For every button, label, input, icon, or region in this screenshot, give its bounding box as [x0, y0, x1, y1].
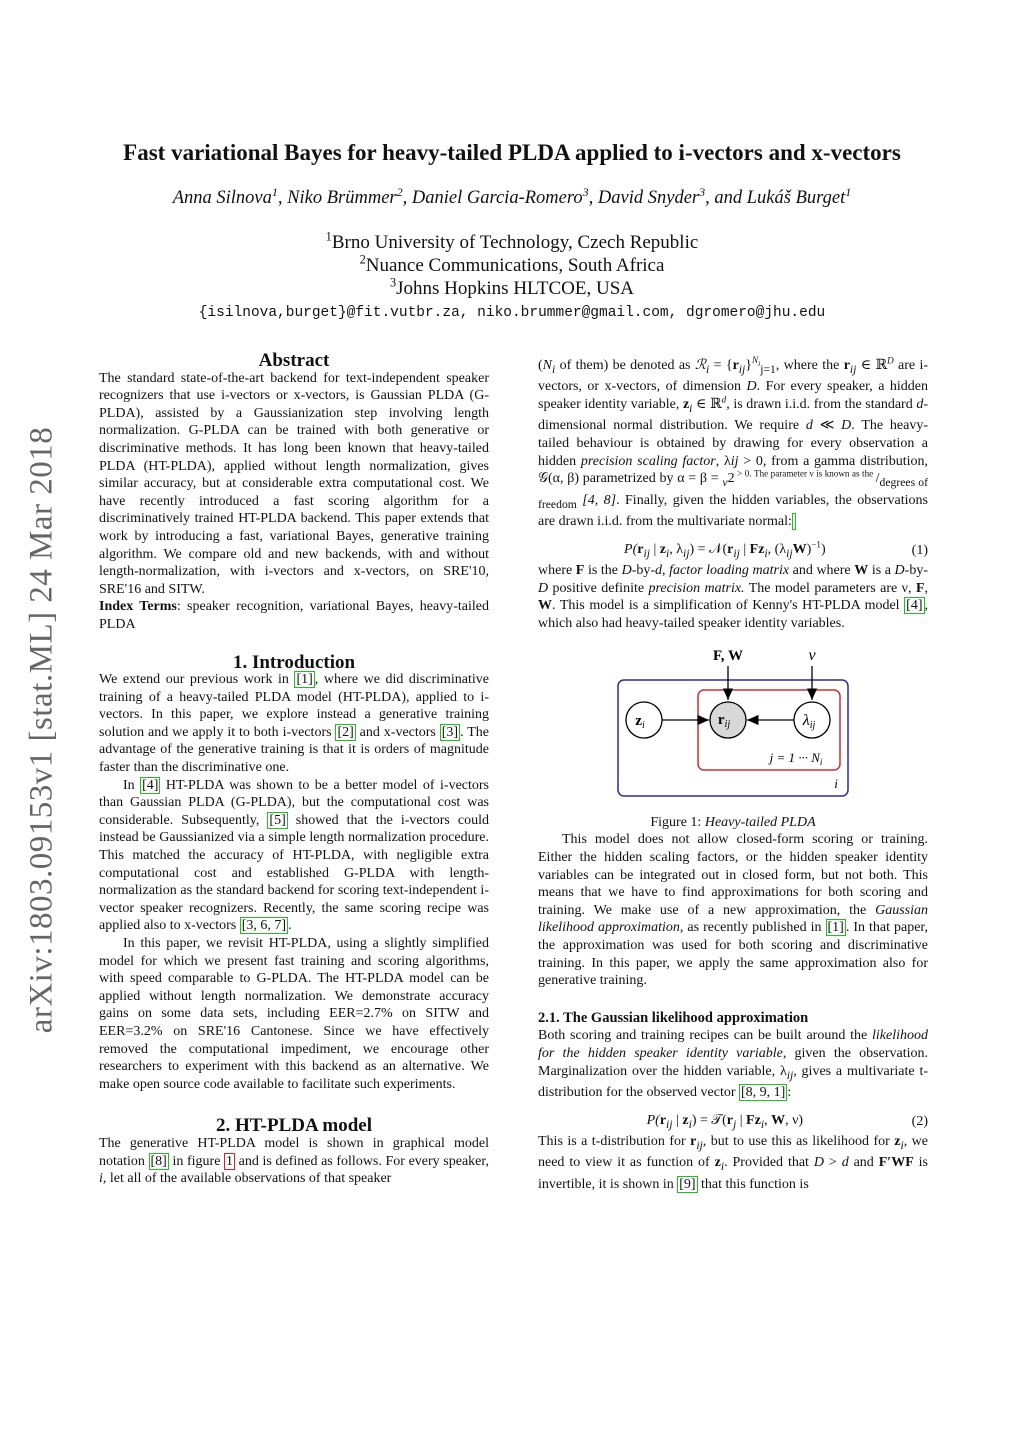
- equation-2-number: (2): [911, 1114, 928, 1130]
- intro-heading: 1. Introduction: [232, 651, 356, 673]
- affiliations: [70, 231, 954, 300]
- intro-paragraph-3: In this paper, we revisit HT-PLDA, using a slightly simplified model for which we present fast training and scoring algorithms, with speed comparable to G-PLDA. The HT-PLDA model can be applied without length normalization. We demonstrate accuracy gains on some data sets, including EER=2.7% on SITW and EER=3.2% on SRE'16 Cantonese. Since we have effectively removed the computational impediment, we encourage other researchers to experiment with this backend as an alternative. We make open source code available to facilitate such experiments.: [99, 936, 489, 1092]
- inner-plate-label: j = 1 ··· $N_i$: [769, 750, 823, 768]
- affiliation-3: $^3$Johns Hopkins HLTCOE, USA: [389, 275, 635, 299]
- figure-1-caption: Figure 1: Heavy-tailed PLDA: [650, 814, 816, 830]
- index-terms: Index Terms: speaker recognition, variational Bayes, heavy-tailed PLDA: [99, 599, 489, 632]
- label-fw: F, W: [712, 648, 744, 665]
- node-z-label: $z_i$: [635, 713, 645, 732]
- subsection-paragraph-2: This is a t-distribution for $r_{ij}$, but to use this as likelihood for $z_i$, we need to view it as function of $z_i$. Provided that D > d and F′WF is invertible, it is shown in [9] that this function is: [538, 1133, 929, 1192]
- author-emails: {isilnova,burget}@fit.vutbr.za, niko.brummer@gmail.com, dgromero@jhu.edu: [198, 305, 826, 321]
- figure-link[interactable]: 1: [226, 1153, 234, 1169]
- citation-link[interactable]: [3, 6, 7]: [241, 918, 287, 934]
- citation-link[interactable]: [8]: [150, 1153, 167, 1169]
- abstract-heading: Abstract: [258, 350, 330, 371]
- subsection-heading: 2.1. The Gaussian likelihood approximation: [538, 1009, 809, 1026]
- arxiv-id: arXiv:1803.09153v1 [stat.ML] 24 Mar 2018: [23, 426, 60, 1034]
- node-lambda-label: λij: [802, 712, 816, 732]
- affiliation-2: $^2$Nuance Communications, South Africa: [359, 252, 665, 276]
- model-paragraph-1: The generative HT-PLDA model is shown in graphical model notation [8] in figure 1 and is defined as follows. For every speaker, i, let all of the available observations of that speaker: [99, 1135, 489, 1187]
- intro-paragraph-2: In [4] HT-PLDA was shown to be a better model of i-vectors than Gaussian PLDA (G-PLDA), but the computational cost was considerable. Subsequently, [5] showed that the i-vectors could instead be Gaussianized via a simple length normalization procedure. This matched the accuracy of HT-PLDA, with negligible extra computational cost and established G-PLDA with length-normalization as the standard backend for scoring text-independent i-vector speaker recognizers. Recently, the same scoring recipe was applied also to x-vectors [3, 6, 7] .: [99, 777, 489, 934]
- citation-link[interactable]: [3]: [441, 724, 459, 740]
- citation-link[interactable]: [5]: [269, 812, 286, 828]
- right-column: [538, 357, 928, 1193]
- paper-title: Fast variational Bayes for heavy-tailed PLDA applied to i-vectors and x-vectors: [123, 140, 901, 165]
- abstract-text: The standard state-of-the-art backend for text-independent speaker recognizers that use i-vectors or x-vectors, is Gaussian PLDA (G-PLDA), assisted by a Gaussianization step involving length normalization. G-PLDA can be trained with both generative or discriminative methods. It has long been known that heavy-tailed PLDA (HT-PLDA), applied without length normalization, gives similar accuracy, but at considerable extra computational cost. We have recently introduced a fast scoring algorithm for a discriminatively trained HT-PLDA backend. This paper extends that work by introducing a fast, variational Bayes, generative training algorithm. We compare old and new backends, with and without length-normalization, with i-vectors and x-vectors, on SRE'10, SRE'16 and SITW.: [99, 370, 489, 597]
- equation-1-number: (1): [911, 543, 928, 559]
- affiliation-1: $^1$Brno University of Technology, Czech Republic: [325, 229, 699, 253]
- left-column: [99, 352, 489, 1188]
- node-r-label: $r_{ij}$: [717, 712, 731, 731]
- outer-plate-label: i: [834, 776, 838, 792]
- citation-link[interactable]: [1]: [296, 672, 313, 688]
- author-list: Anna Silnova$^1$, Niko Brümmer$^2$, Daniel Garcia-Romero$^3$, David Snyder$^3$, and Lukáš Burget$^1$: [172, 184, 852, 208]
- label-nu: ν: [808, 647, 816, 665]
- equation-2: $P(r_{ij}$ | $z_i$) = $𝒯(r_j$ | $Fz_i$, W, ν) (2): [646, 1112, 928, 1131]
- equation-1: $P(r_{ij}$ | $z_i$, $\lambda_{ij}$) = $𝒩(r_{ij}$ | $Fz_i$, $(\lambda_{ij}W)^{-1}$) (1): [624, 538, 928, 560]
- arxiv-stamp: [16, 380, 68, 1080]
- citation-link[interactable]: [792, 513, 796, 530]
- citation-link[interactable]: [1]: [827, 920, 844, 936]
- figure-1: [538, 642, 928, 831]
- citation-link[interactable]: [2]: [337, 724, 354, 740]
- intro-paragraph-1: We extend our previous work in [1] , where we did discriminative training of a heavy-tailed PLDA model (HT-PLDA), applied to i-vectors. In this paper, we explore instead a generative training solution and we apply it to both i-vectors [2] and x-vectors [3] . The advantage of the generative training is that it is orders of magnitude faster than the discriminative one.: [99, 672, 489, 776]
- citation-link[interactable]: [4]: [142, 777, 159, 793]
- citation-link[interactable]: [4]: [906, 598, 923, 614]
- citation-link[interactable]: [9]: [679, 1176, 696, 1192]
- model-heading: 2. HT-PLDA model: [215, 1115, 373, 1137]
- model-paragraph-4: This model does not allow closed-form scoring or training. Either the hidden scaling factors, or the hidden speaker identity variables can be integrated out in closed form, but not both. This means that we have to find approximations for both scoring and training. We make use of a new approximation, the Gaussian likelihood approximation, as recently published in [1] . In that paper, the approximation was used for both scoring and discriminative training. In this paper, we apply the same approximation also for generative training.: [538, 832, 929, 989]
- model-paragraph-2: ($N_i$ of them) be denoted as ℛ$_i$ = $\{r_{ij}\}^{N_i}_{j=1}$, where the $r_{ij}$ ∈ ℝ$^D$ are i-vectors, or x-vectors, of dimension D. For every speaker, a hidden speaker identity variable, $z_i$ ∈ ℝ$^d$, is drawn i.i.d. from the standard d-dimensional normal distribution. We require d ≪ D. The heavy-tailed behaviour is obtained by drawing for every observation a hidden precision scaling factor, λij > 0, from a gamma distribution, 𝒢(α, β) parametrized by α = β = $_\nu$2 $^{> 0. The parameter \nu is known as the}$ $/_{degrees of freedom}$ [4, 8]. Finally, given the hidden variables, the observations are drawn i.i.d. from the multivariate normal:: [538, 355, 929, 529]
- citation-link[interactable]: [8, 9, 1]: [741, 1085, 786, 1100]
- graphical-model-diagram: [538, 642, 928, 802]
- model-paragraph-3: where F is the D-by-d, factor loading matrix and where W is a D-by-D positive definite precision matrix. The model parameters are ν, F, W. This model is a simplification of Kenny's HT-PLDA model [4] , which also had heavy-tailed speaker identity variables.: [538, 562, 928, 631]
- subsection-paragraph-1: Both scoring and training recipes can be built around the likelihood for the hidden speaker identity variable, given the observation. Marginalization over the hidden variable, $\lambda_{ij}$, gives a multivariate t-distribution for the observed vector [8, 9, 1] :: [538, 1028, 928, 1100]
